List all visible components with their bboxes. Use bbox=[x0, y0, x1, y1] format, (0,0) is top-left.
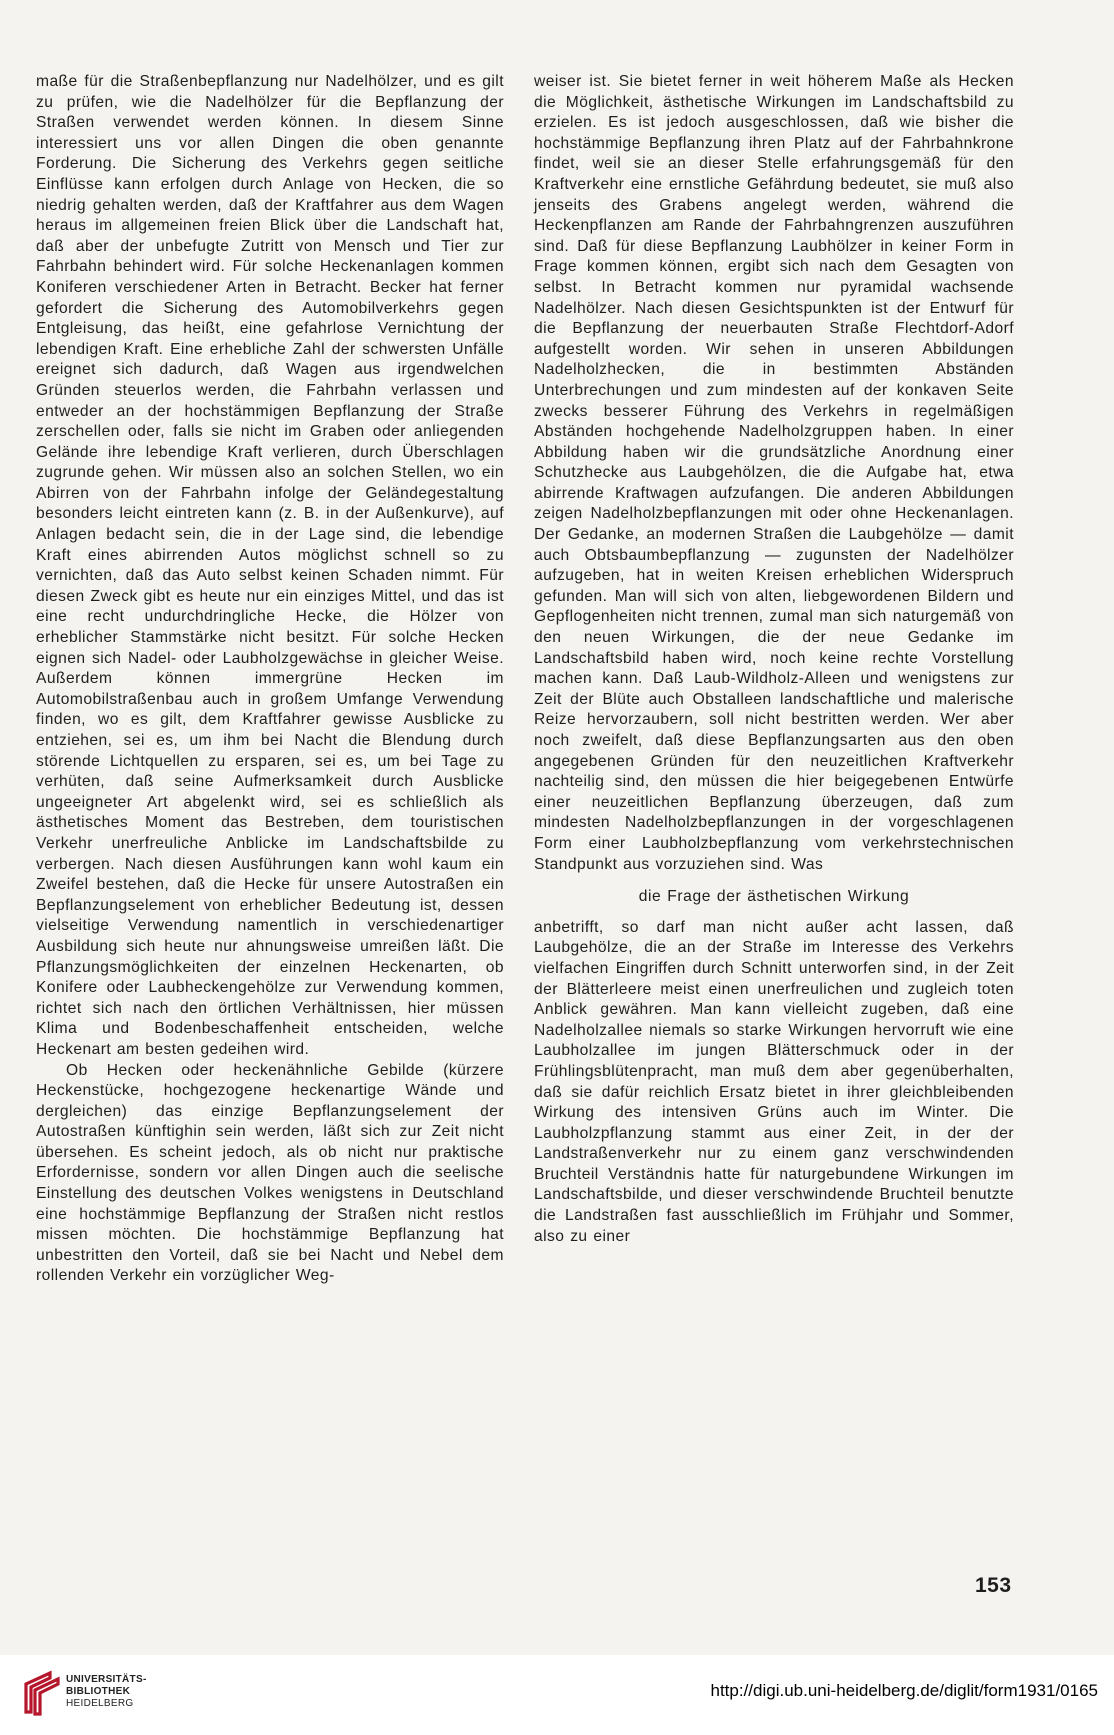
left-paragraph-1: maße für die Straßenbepflanzung nur Nadelhölzer, und es gilt zu prüfen, wie die Nadelhölzer für die Bepflanzung der Straßen verwendet werden können. In diesem Sinne interessiert uns vor allen Dingen die oben genannte Forderung. Die Sicherung des Verkehrs gegen seitliche Einflüsse kann erfolgen durch Anlage von Hecken, die so niedrig gehalten werden, daß der Kraftfahrer aus dem Wagen heraus im allgemeinen freien Blick über die Landschaft hat, daß aber der unbefugte Zutritt von Mensch und Tier zur Fahrbahn behindert wird. Für solche Heckenanlagen kommen Koniferen verschiedener Arten in Betracht. Becker hat ferner gefordert die Sicherung des Automobilverkehrs gegen Entgleisung, das heißt, eine gefahrlose Vernichtung der lebendigen Kraft. Eine erhebliche Zahl der schwersten Unfälle ereignet sich dadurch, daß Wagen aus irgendwelchen Gründen steuerlos werden, die Fahrbahn verlassen und entweder an der hochstämmigen Bepflanzung der Straße zerschellen oder, falls sie nicht im Graben oder anliegenden Gelände ihre lebendige Kraft verlieren, durch Überschlagen zugrunde gehen. Wir müssen also an solchen Stellen, wo ein Abirren von der Fahrbahn infolge der Geländegestaltung besonders leicht eintreten kann (z. B. in der Außenkurve), auf Anlagen bedacht sein, die in der Lage sind, die lebendige Kraft eines abirrenden Autos möglichst schnell so zu vernichten, daß das Auto selbst keinen Schaden nimmt. Für diesen Zweck gibt es heute nur ein einziges Mittel, und das ist eine recht undurchdringliche Hecke, die Hölzer von erheblicher Stammstärke nicht besitzt. Für solche Hecken eignen sich Nadel- oder Laubholzgewächse in gleicher Weise. Außerdem können immergrüne Hecken im Automobilstraßenbau auch in großem Umfange Verwendung finden, wo es gilt, dem Kraftfahrer gewisse Ausblicke zu entziehen, sei es, um ihm bei Nacht die Blendung durch störende Lichtquellen zu ersparen, sei es, um bei Tage zu verhüten, daß seine Aufmerksamkeit durch Ausblicke ungeeigneter Art abgelenkt wird, sei es schließlich als ästhetisches Moment das Bestreben, dem touristischen Verkehr unerfreuliche Anblicke im Landschaftsbilde zu verbergen. Nach diesen Ausführungen kann wohl kaum ein Zweifel bestehen, daß die Hecke für unsere Autostraßen ein Bepflanzungselement von erheblicher Bedeutung ist, dessen vielseitige Verwendung namentlich in verschiedenartiger Ausbildung sich heute nur ahnungsweise umreißen läßt. Die Pflanzungsmöglichkeiten der einzelnen Heckenarten, ob Konifere oder Laubheckengehölze zur Verwendung kommen, richtet sich nach den örtlichen Verhältnissen, hier müssen Klima und Bodenbeschaffenheit entscheiden, welche Heckenart am besten gedeihen wird. bbox=[36, 73, 504, 1058]
left-column bbox=[36, 72, 504, 1287]
library-name-line-3: HEIDELBERG bbox=[66, 1698, 134, 1709]
section-heading: die Frage der ästhetischen Wirkung bbox=[638, 888, 910, 906]
left-paragraph-2: Ob Hecken oder heckenähnliche Gebilde (kürzere Heckenstücke, hochgezogene heckenartige Wände und dergleichen) das einzige Bepflanzungselement der Autostraßen künftighin sein werden, läßt sich zur Zeit nicht übersehen. Es scheint jedoch, als ob nicht nur praktische Erfordernisse, sondern vor allen Dingen auch die seelische Einstellung des deutschen Volkes wenigstens in Deutschland eine hochstämmige Bepflanzung der Straßen nicht restlos missen möchten. Die hochstämmige Bepflanzung hat unbestritten den Vorteil, daß sie bei Nacht und Nebel dem rollenden Verkehr ein vorzüglicher Weg- bbox=[36, 1061, 504, 1285]
right-paragraph-1: weiser ist. Sie bietet ferner in weit höherem Maße als Hecken die Möglichkeit, ästhetische Wirkungen im Landschaftsbild zu erzielen. Es ist jedoch ausgeschlossen, daß wie bisher die hochstämmige Bepflanzung ihren Platz auf der Fahrbahnkrone findet, weil sie an dieser Stelle erfahrungsgemäß für den Kraftverkehr eine ernstliche Gefährdung bedeutet, sie muß also jenseits des Grabens angelegt werden, während die Heckenpflanzen am Rande der Fahrbahngrenzen auszuführen sind. Daß für diese Bepflanzung Laubhölzer in keiner Form in Frage kommen können, ergibt sich nach dem Gesagten von selbst. In Betracht kommen nur pyramidal wachsende Nadelhölzer. Nach diesen Gesichtspunkten ist der Entwurf für die Bepflanzung der neuerbauten Straße Flechtdorf-Adorf aufgestellt worden. Wir sehen in unseren Abbildungen Nadelholzhecken, die in bestimmten Abständen Unterbrechungen und zum mindesten auf der konkaven Seite zwecks besserer Führung des Verkehrs in regelmäßigen Abständen hochgehende Nadelholzgruppen haben. In einer Abbildung haben wir die grundsätzliche Anordnung einer Schutzhecke aus Laubgehölzen, die die Aufgabe hat, etwa abirrende Kraftwagen aufzufangen. Die anderen Abbildungen zeigen Nadelholzbepflanzungen mit oder ohne Heckenanlagen. Der Gedanke, an modernen Straßen die Laubgehölze — damit auch Obtsbaumbepflanzung — zugunsten der Nadelhölzer aufzugeben, hat in weiten Kreisen erheblichen Widerspruch gefunden. Man will sich von alten, liebgewordenen Bildern und Gepflogenheiten nicht trennen, zumal man sich naturgemäß von den neuen Wirkungen, die der neue Gedanke im Landschaftsbild haben wird, noch keine rechte Vorstellung machen kann. Daß Laub-Wildholz-Alleen und wenigstens zur Zeit der Blüte auch Obstalleen landschaftliche und malerische Reize hervorzaubern, soll nicht bestritten werden. Wer aber noch zweifelt, daß diese Bepflanzungsarten aus den oben angegebenen Gründen für den neuzeitlichen Kraftverkehr nachteilig sind, den müssen die hier beigegebenen Entwürfe einer neuzeitlichen Bepflanzung überzeugen, daß zum mindesten Nadelholzbepflanzungen in der vorgeschlagenen Form einer Laubholzbepflanzung vom verkehrstechnischen Standpunkt aus vorzuziehen sind. Was bbox=[534, 73, 1014, 873]
page-number: 153 bbox=[975, 1574, 1012, 1597]
source-url-link[interactable]: http://digi.ub.uni-heidelberg.de/diglit/form1931/0165 bbox=[710, 1681, 1098, 1700]
right-column bbox=[534, 72, 1014, 1247]
library-name bbox=[66, 1674, 147, 1710]
library-name-line-1: UNIVERSITÄTS- bbox=[66, 1674, 147, 1685]
library-name-line-2: BIBLIOTHEK bbox=[66, 1686, 131, 1697]
library-logo-icon bbox=[20, 1668, 66, 1718]
right-paragraph-2: anbetrifft, so darf man nicht außer acht lassen, daß Laubgehölze, die an der Straße im Interesse des Verkehrs vielfachen Eingriffen durch Schnitt unterworfen sind, in der Zeit der Blätterleere meist einen unerfreulichen und zugleich toten Anblick gewähren. Man kann vielleicht zugeben, daß eine Nadelholzallee niemals so starke Wirkungen hervorruft wie eine Laubholzallee im jungen Blätterschmuck oder in der Frühlingsblütenpracht, man muß dem aber gegenüberhalten, daß sie dafür reichlich Ersatz bietet in ihrer gleichbleibenden Wirkung des intensiven Grüns auch im Winter. Die Laubholzpflanzung stammt aus einer Zeit, in der der Landstraßenverkehr nur zu einem ganz verschwindenden Bruchteil Verständnis hatte für naturgebundene Wirkungen im Landschaftsbilde, und dieser verschwindende Bruchteil benutzte die Landstraßen fast ausschließlich im Frühjahr und Sommer, also zu einer bbox=[534, 918, 1014, 1245]
